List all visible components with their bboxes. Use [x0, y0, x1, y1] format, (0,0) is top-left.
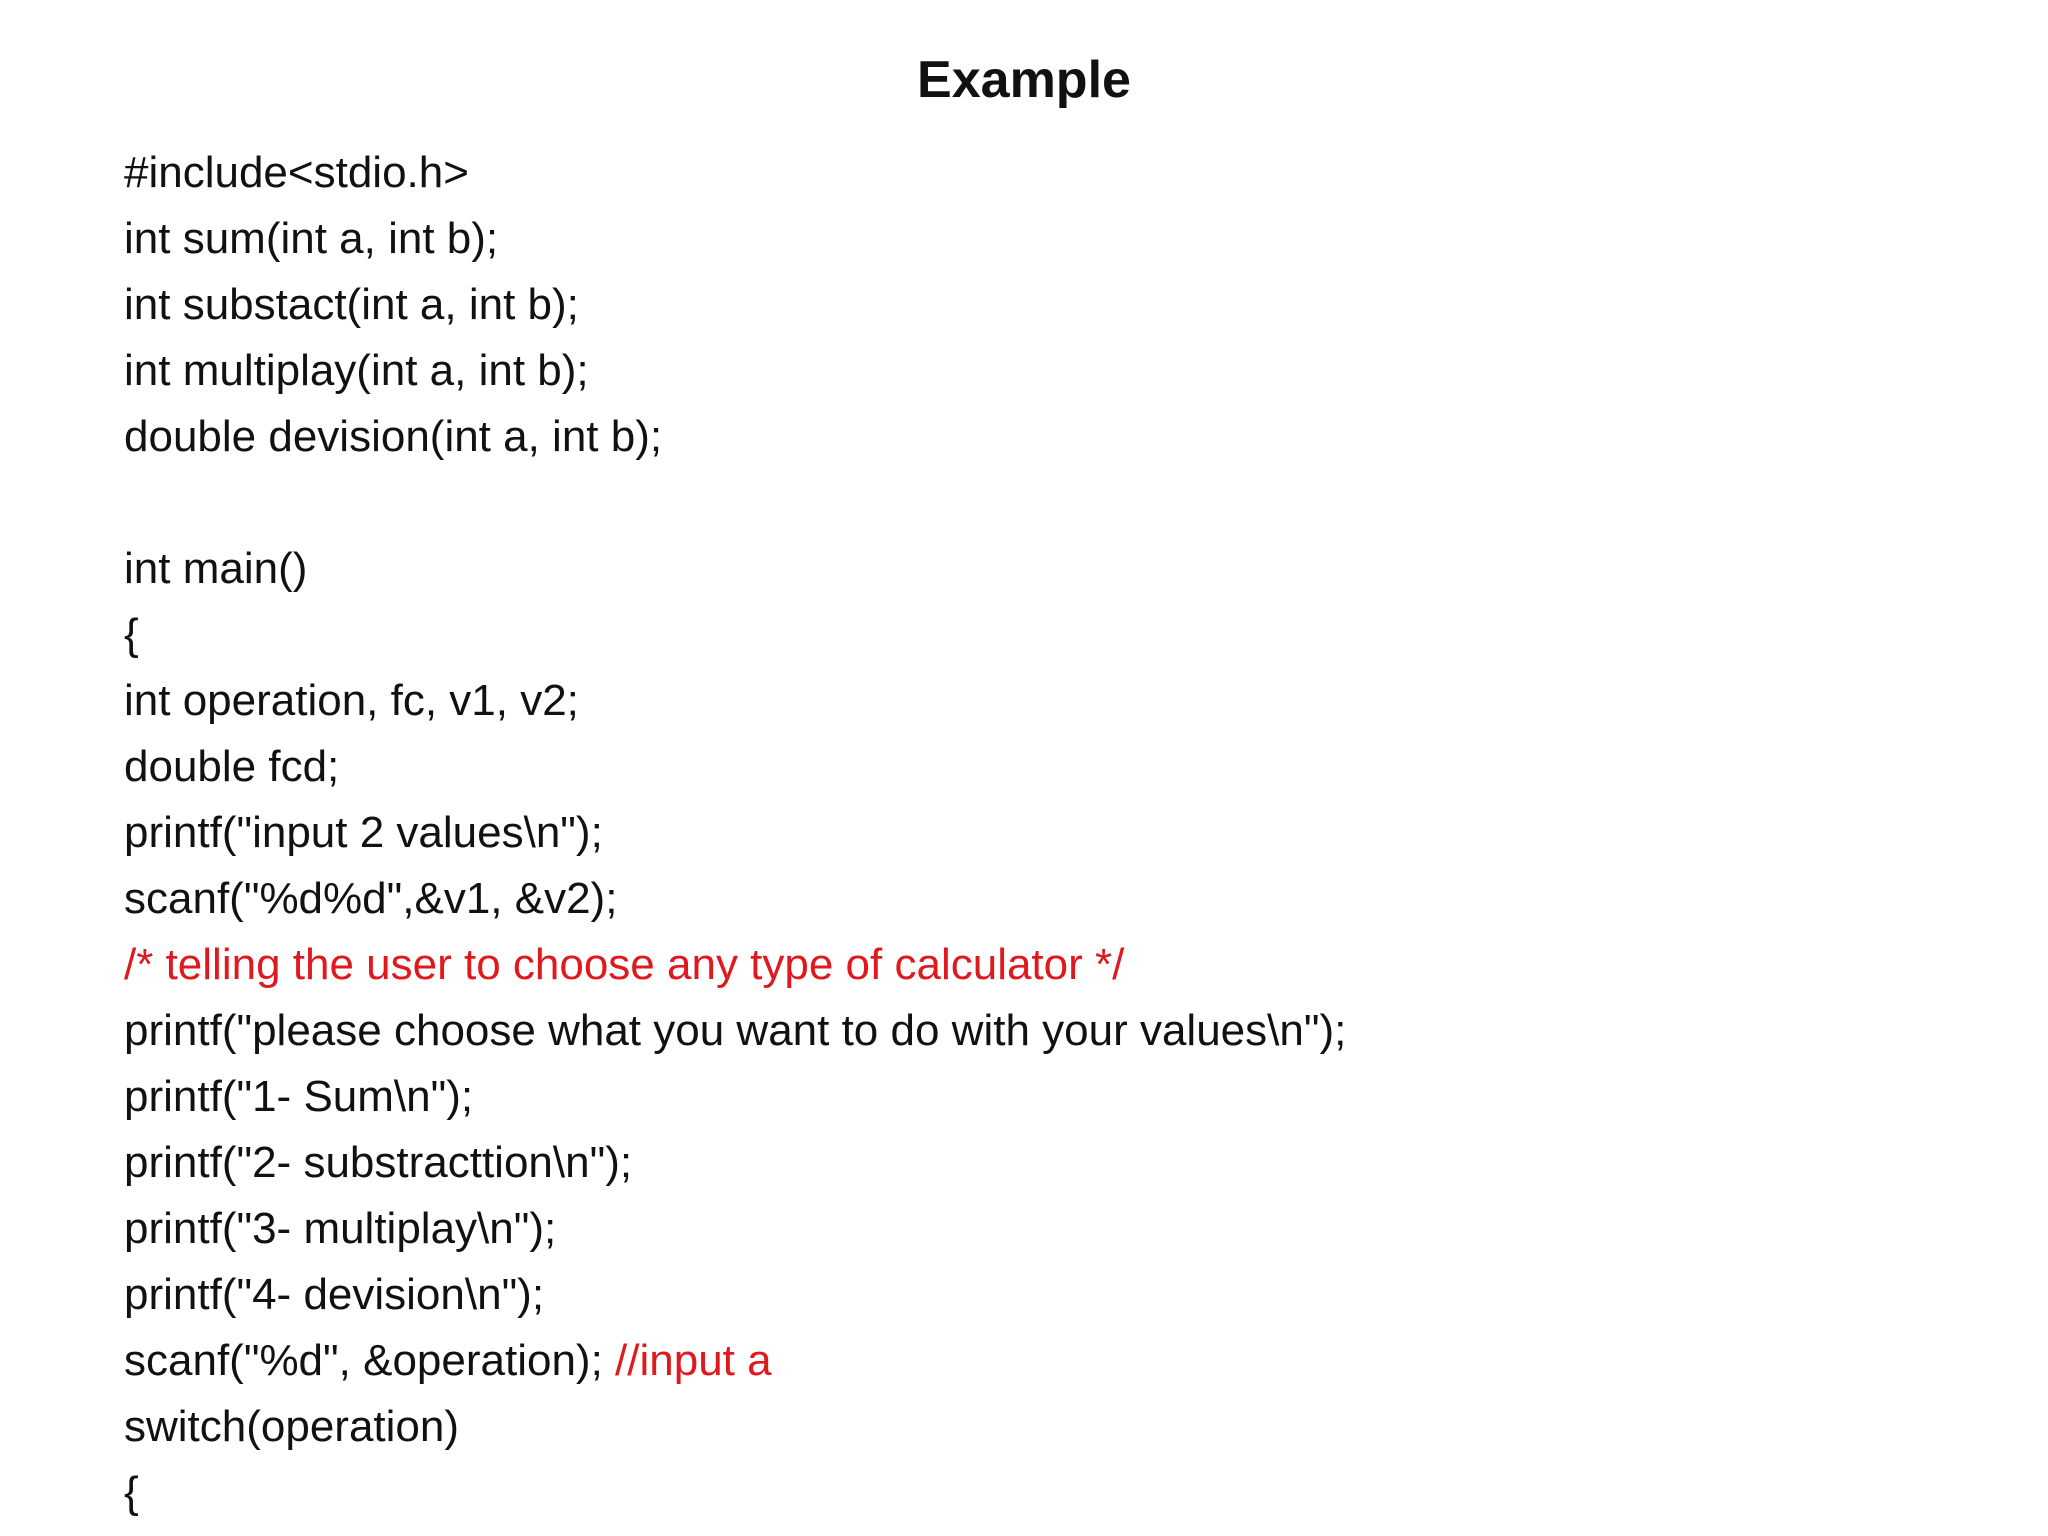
- code-line-printf-choose: printf("please choose what you want to do with your values\n");: [124, 1006, 1347, 1055]
- code-line-sum-prototype: int sum(int a, int b);: [124, 214, 499, 263]
- code-line-printf-input: printf("input 2 values\n");: [124, 808, 603, 857]
- code-block: [124, 140, 2004, 1526]
- code-line-comment: /* telling the user to choose any type of calculator */: [124, 940, 1125, 989]
- code-line-open-brace: {: [124, 610, 139, 659]
- code-scanf-operation-text: scanf("%d", &operation);: [124, 1336, 616, 1385]
- code-line-double-declaration: double fcd;: [124, 742, 340, 791]
- code-line-int-declarations: int operation, fc, v1, v2;: [124, 676, 579, 725]
- code-line-scanf-values: scanf("%d%d",&v1, &v2);: [124, 874, 618, 923]
- code-line-substact-prototype: int substact(int a, int b);: [124, 280, 579, 329]
- code-line-switch-open-brace: {: [124, 1468, 139, 1517]
- code-line-printf-devision: printf("4- devision\n");: [124, 1270, 545, 1319]
- code-inline-comment: //input a: [615, 1336, 772, 1385]
- code-line-blank: [124, 470, 2004, 536]
- slide-title: Example: [917, 51, 1131, 109]
- code-line-include: #include<stdio.h>: [124, 148, 469, 197]
- code-line-printf-substraction: printf("2- substracttion\n");: [124, 1138, 633, 1187]
- code-line-devision-prototype: double devision(int a, int b);: [124, 412, 663, 461]
- code-line-printf-multiplay: printf("3- multiplay\n");: [124, 1204, 557, 1253]
- code-line-multiplay-prototype: int multiplay(int a, int b);: [124, 346, 589, 395]
- code-line-switch: switch(operation): [124, 1402, 460, 1451]
- code-line-main: int main(): [124, 544, 308, 593]
- code-line-printf-sum: printf("1- Sum\n");: [124, 1072, 474, 1121]
- code-line-scanf-operation: [124, 1328, 2004, 1394]
